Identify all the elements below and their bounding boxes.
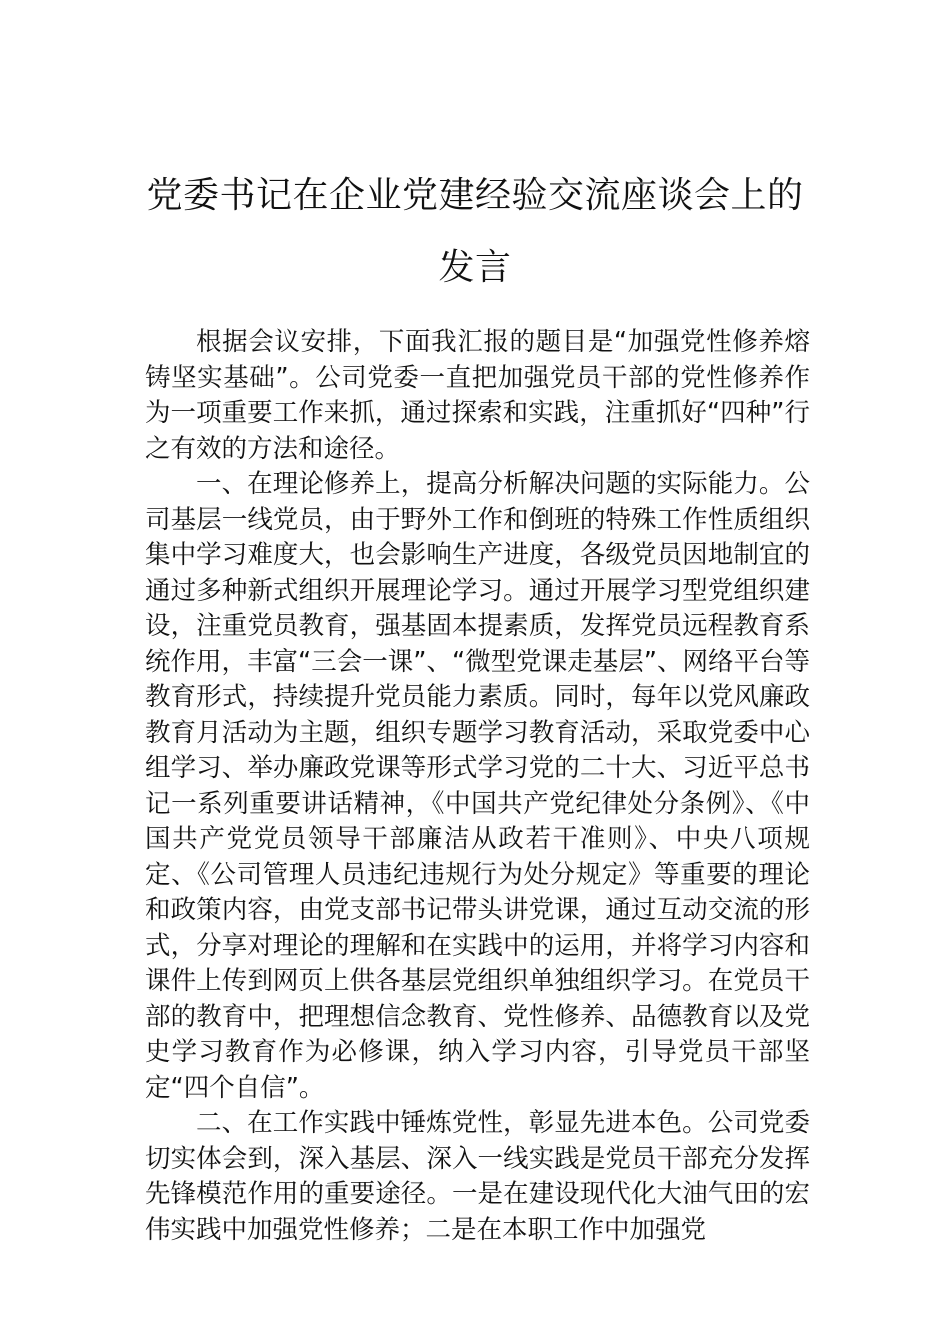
paragraph-theory-cultivation: 一、在理论修养上，提高分析解决问题的实际能力。公司基层一线党员，由于野外工作和倒班的特殊工作性质组织集中学习难度大，也会影响生产进度，各级党员因地制宜的通过多种新式组织开展理论学习。通过开展学习型党组织建设，注重党员教育，强基固本提素质，发挥党员远程教育系统作用，丰富“三会一课”、“微型党课走基层”、网络平台等教育形式，持续提升党员能力素质。同时，每年以党风廉政教育月活动为主题，组织专题学习教育活动，采取党委中心组学习、举办廉政党课等形式学习党的二十大、习近平总书记一系列重要讲话精神，《中国共产党纪律处分条例》、《中国共产党党员领导干部廉洁从政若干准则》、中央八项规定、《公司管理人员违纪违规行为处分规定》等重要的理论和政策内容，由党支部书记带头讲党课，通过互动交流的形式，分享对理论的理解和在实践中的运用，并将学习内容和课件上传到网页上供各基层党组织单独组织学习。在党员干部的教育中，把理想信念教育、党性修养、品德教育以及党史学习教育作为必修课，纳入学习内容，引导党员干部坚定“四个自信”。 [145,469,810,1103]
paragraph-intro: 根据会议安排，下面我汇报的题目是“加强党性修养熔铸坚实基础”。公司党委一直把加强党员干部的党性修养作为一项重要工作来抓，通过探索和实践，注重抓好“四种”行之有效的方法和途径。 [145,327,810,464]
paragraph-work-practice: 二、在工作实践中锤炼党性，彰显先进本色。公司党委切实体会到，深入基层、深入一线实践是党员干部充分发挥先锋模范作用的重要途径。一是在建设现代化大油气田的宏伟实践中加强党性修养；二是在本职工作中加强党 [145,1108,810,1245]
title-line-2: 发言 [438,247,512,288]
document-body [145,325,810,1248]
title-line-1: 党委书记在企业党建经验交流座谈会上的 [146,175,804,216]
document-title [120,160,830,304]
